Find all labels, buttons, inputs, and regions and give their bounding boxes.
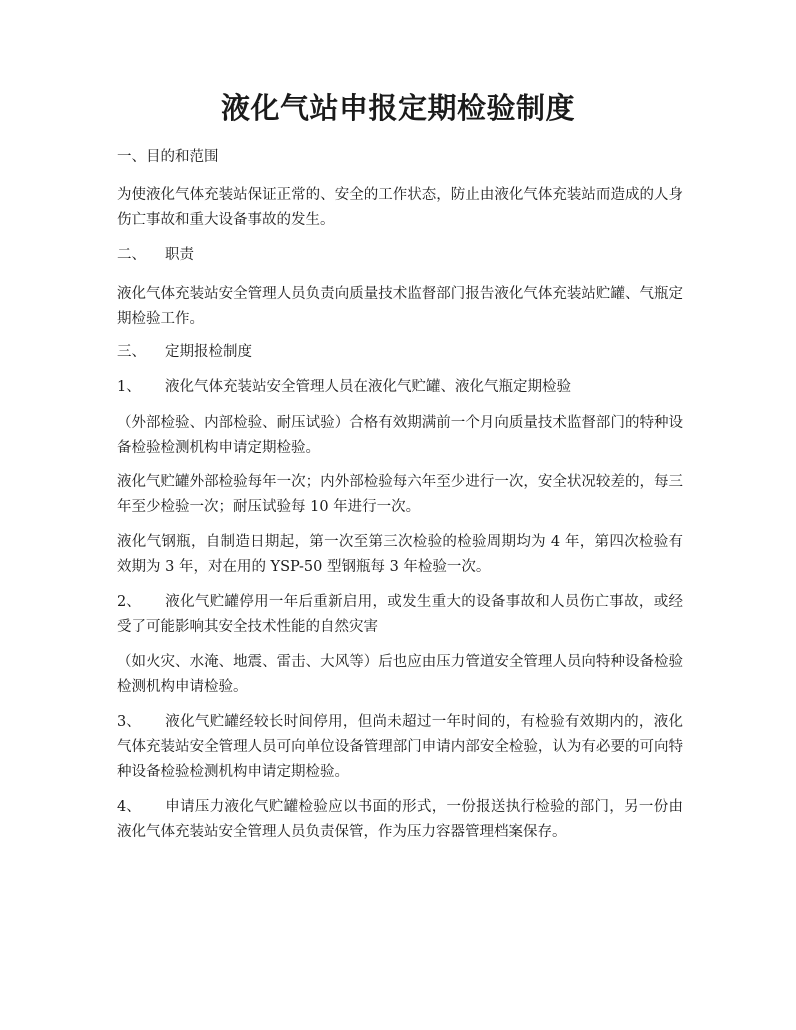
item1-text-line1: 液化气体充装站安全管理人员在液化气贮罐、液化气瓶定期检验 [165, 379, 571, 395]
cylinder-inspection-paragraph: 液化气钢瓶，自制造日期起，第一次至第三次检验的检验周期均为 4 年，第四次检验有效期为 3 年，对在用的 YSP-50 型钢瓶每 3 年检验一次。 [117, 534, 683, 575]
item4-text: 申请压力液化气贮罐检验应以书面的形式，一份报送执行检验的部门，另一份由液化气体充装站安全管理人员负责保管，作为压力容器管理档案保存。 [117, 799, 683, 840]
section2-paragraph: 液化气体充装站安全管理人员负责向质量技术监督部门报告液化气体充装站贮罐、气瓶定期检验工作。 [117, 286, 683, 327]
item2-paragraph [117, 590, 683, 640]
item4-paragraph [117, 795, 683, 845]
item1-number: 1、 [117, 379, 141, 395]
section3-heading-line [117, 340, 252, 365]
item2-paragraph-continued: （如火灾、水淹、地震、雷击、大风等）后也应由压力管道安全管理人员向特种设备检验检测机构申请检验。 [117, 654, 683, 695]
item2-number: 2、 [117, 594, 141, 610]
section1-heading: 一、目的和范围 [117, 149, 219, 165]
section3-heading: 定期报检制度 [165, 344, 252, 360]
tank-inspection-paragraph: 液化气贮罐外部检验每年一次；内外部检验每六年至少进行一次，安全状况较差的，每三年至少检验一次；耐压试验每 10 年进行一次。 [117, 474, 683, 515]
document-title: 液化气站申报定期检验制度 [220, 91, 575, 125]
section2-number: 二、 [117, 247, 146, 263]
item1-paragraph-continued: （外部检验、内部检验、耐压试验）合格有效期满前一个月向质量技术监督部门的特种设备检验检测机构申请定期检验。 [117, 415, 683, 456]
section2-heading: 职责 [165, 247, 194, 263]
section2-heading-line [117, 243, 194, 268]
item3-paragraph [117, 710, 683, 785]
item1-first-line [117, 375, 571, 400]
section1-paragraph: 为使液化气体充装站保证正常的、安全的工作状态，防止由液化气体充装站而造成的人身伤亡事故和重大设备事故的发生。 [117, 187, 683, 228]
section3-number: 三、 [117, 344, 146, 360]
item2-text-line1: 液化气贮罐停用一年后重新启用，或发生重大的设备事故和人员伤亡事故，或经受了可能影响其安全技术性能的自然灾害 [117, 594, 683, 635]
item3-text: 液化气贮罐经较长时间停用，但尚未超过一年时间的，有检验有效期内的，液化气体充装站安全管理人员可向单位设备管理部门申请内部安全检验，认为有必要的可向特种设备检验检测机构申请定期检验。 [117, 714, 683, 780]
item3-number: 3、 [117, 714, 141, 730]
item4-number: 4、 [117, 799, 141, 815]
